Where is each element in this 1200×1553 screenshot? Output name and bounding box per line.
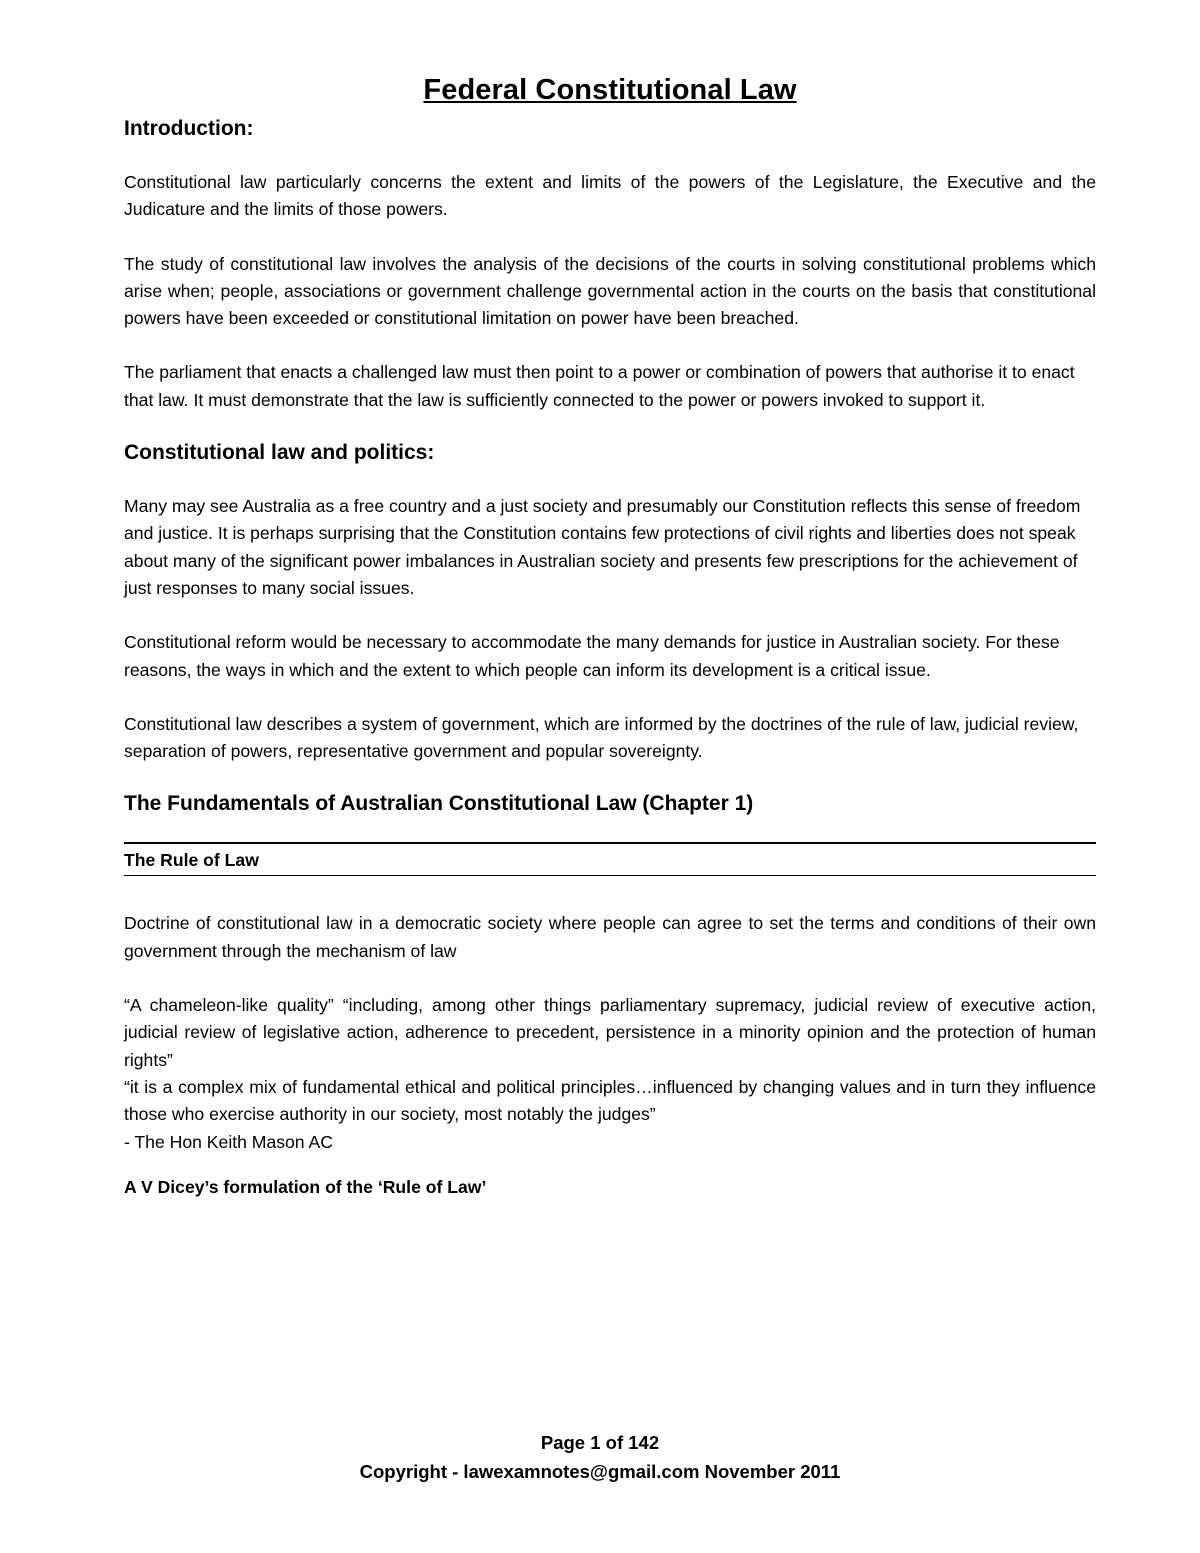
subheading-dicey: A V Dicey’s formulation of the ‘Rule of Law’ — [124, 1176, 487, 1197]
paragraph: The parliament that enacts a challenged law must then point to a power or combination of powers that authorise it to enact that law. It must demonstrate that the law is sufficiently connected to the power or powers invoked to support it. — [124, 362, 1075, 410]
paragraph: Many may see Australia as a free country and a just society and presumably our Constitution reflects this sense of freedom and justice. It is perhaps surprising that the Constitution contains few protections of civil rights and liberties does not speak about many of the significant power imbalances in Australian society and presents few prescriptions for the achievement of just responses to many social issues. — [124, 496, 1081, 598]
paragraph: Constitutional law particularly concerns the extent and limits of the powers of the Legislature, the Executive and the Judicature and the limits of those powers. — [124, 172, 1096, 220]
paragraph: The study of constitutional law involves the analysis of the decisions of the courts in solving constitutional problems which arise when; people, associations or government challenge governmental action in the courts on the basis that constitutional powers have been exceeded or constitutional limitation on power have been breached. — [124, 253, 1096, 329]
subsection-heading-rule-of-law: The Rule of Law — [124, 850, 259, 871]
paragraph: Constitutional reform would be necessary to accommodate the many demands for justice in Australian society. For these reasons, the ways in which and the extent to which people can inform its development is a critical issue. — [124, 632, 1060, 680]
copyright-notice: Copyright - lawexamnotes@gmail.com November 2011 — [359, 1461, 841, 1482]
quote: “A chameleon-like quality” “including, among other things parliamentary supremacy, judicial review of executive action, judicial review of legislative action, adherence to precedent, persistence in a minority opinion and the protection of human rights” — [124, 995, 1096, 1070]
page-number: Page 1 of 142 — [540, 1432, 660, 1453]
document-title: Federal Constitutional Law — [423, 74, 797, 106]
quote: “it is a complex mix of fundamental ethical and political principles…influenced by changing values and in turn they influence those who exercise authority in our society, most notably the judges” — [124, 1076, 1096, 1125]
section-heading-introduction: Introduction: — [124, 117, 254, 140]
quote-attribution: - The Hon Keith Mason AC — [124, 1131, 333, 1152]
paragraph: Constitutional law describes a system of government, which are informed by the doctrines of the rule of law, judicial review, separation of powers, representative government and popular sovereignty. — [124, 713, 1079, 762]
page-content — [124, 74, 1096, 1198]
page-footer — [0, 1428, 1200, 1486]
section-heading-fundamentals: The Fundamentals of Australian Constitutional Law (Chapter 1) — [124, 792, 754, 816]
section-heading-politics: Constitutional law and politics: — [124, 441, 435, 465]
rule-of-law-heading-box — [124, 842, 1096, 876]
paragraph: Doctrine of constitutional law in a democratic society where people can agree to set the terms and conditions of their own government through the mechanism of law — [124, 913, 1096, 961]
